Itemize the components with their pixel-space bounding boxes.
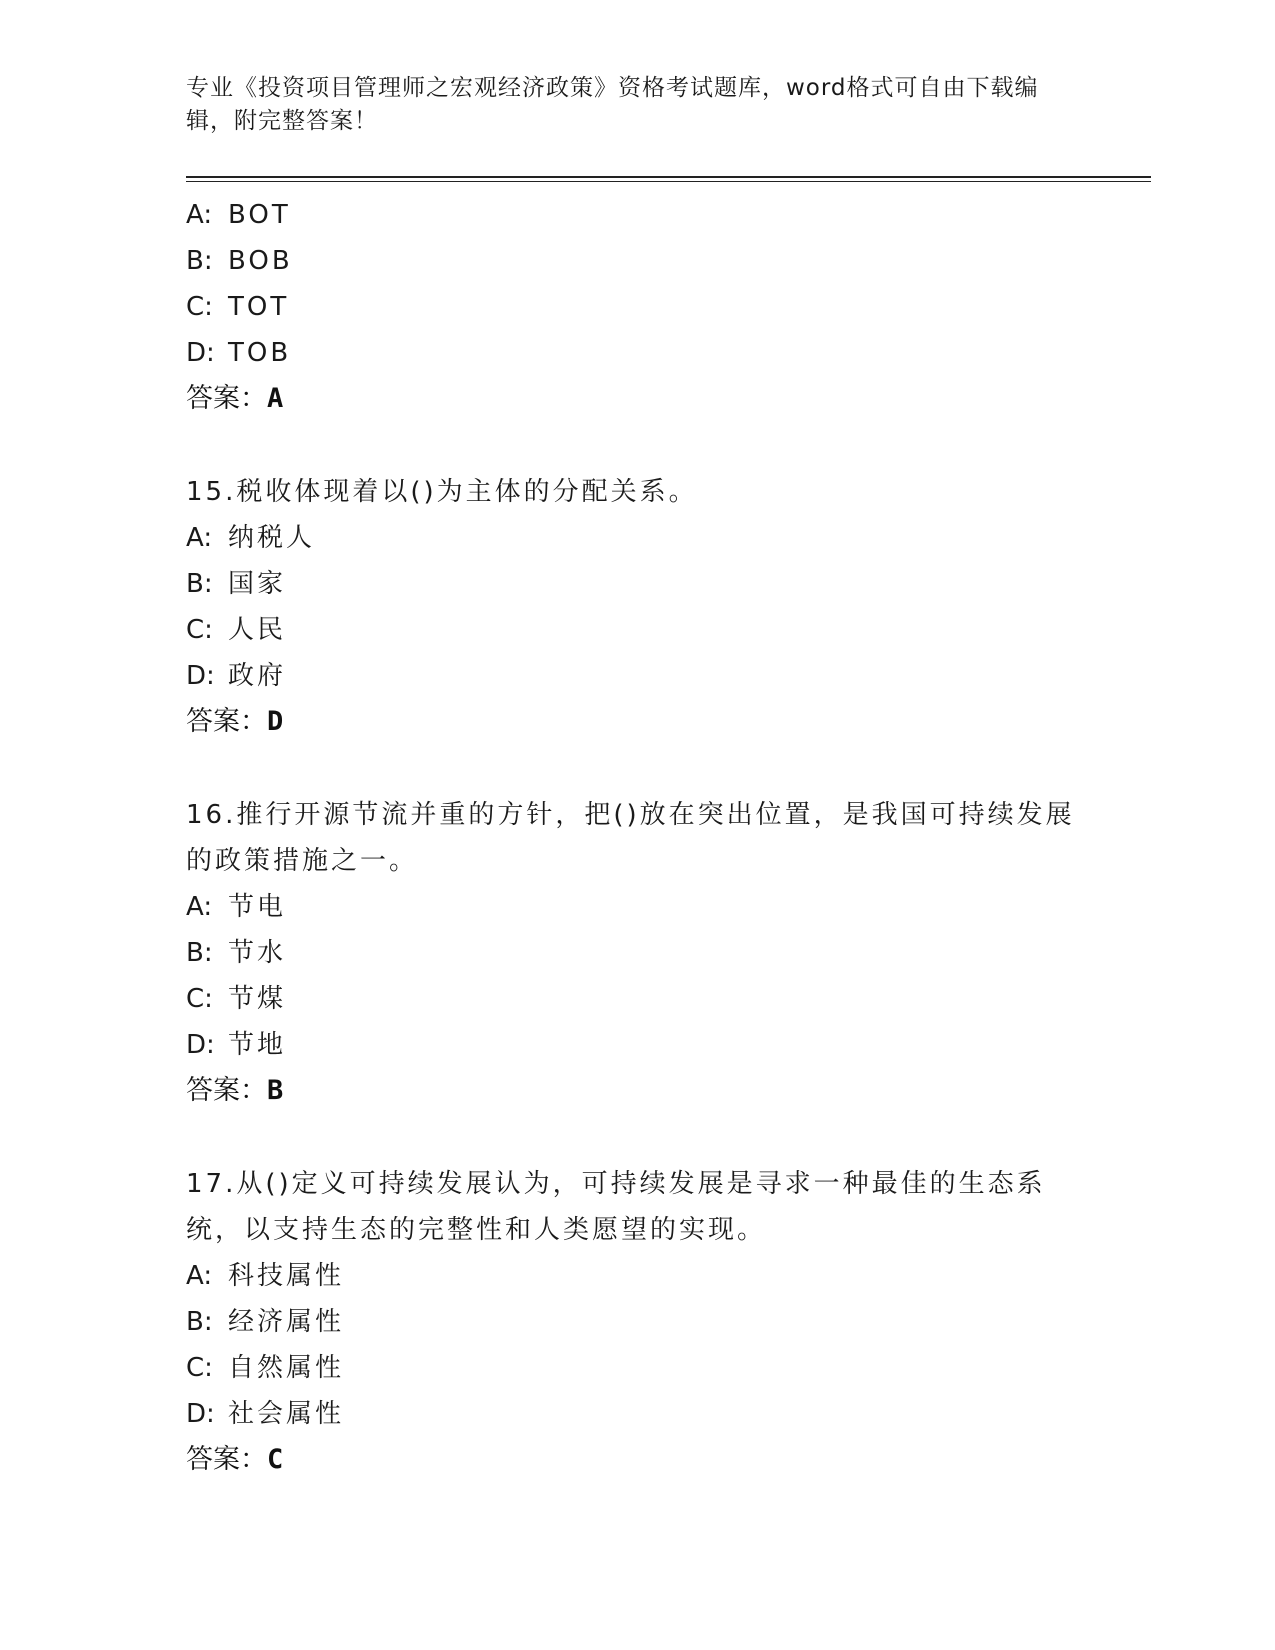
- option-text: BOB: [228, 246, 293, 276]
- question-block-16: [186, 792, 1086, 1114]
- option-text: TOB: [228, 338, 292, 368]
- option-a: [186, 1253, 1086, 1299]
- option-key: A:: [186, 200, 213, 230]
- option-text: 国家: [228, 569, 287, 599]
- header-divider-thin: [186, 181, 1151, 182]
- answer-line: [186, 699, 1086, 745]
- option-key: C:: [186, 615, 213, 645]
- question-text: 15.税收体现着以()为主体的分配关系。: [186, 477, 698, 507]
- question-block-15: [186, 469, 1086, 745]
- option-c: [186, 607, 1086, 653]
- option-d: [186, 330, 1086, 376]
- option-b: [186, 238, 1086, 284]
- option-text: 节地: [228, 1030, 287, 1060]
- option-a: [186, 515, 1086, 561]
- option-c: [186, 976, 1086, 1022]
- question-text: 16.推行开源节流并重的方针，把()放在突出位置，是我国可持续发展的政策措施之一。: [186, 800, 1075, 876]
- answer-label: 答案：: [186, 706, 267, 737]
- option-d: [186, 653, 1086, 699]
- option-key: A:: [186, 892, 213, 922]
- option-b: [186, 930, 1086, 976]
- answer-value: D: [267, 706, 284, 737]
- option-key: B:: [186, 569, 213, 599]
- document-header: 专业《投资项目管理师之宏观经济政策》资格考试题库，word格式可自由下载编辑，附完整答案！: [186, 75, 1039, 134]
- option-text: TOT: [228, 292, 290, 322]
- option-text: 社会属性: [228, 1399, 345, 1429]
- option-a: [186, 192, 1086, 238]
- option-key: C:: [186, 292, 213, 322]
- option-key: D:: [186, 338, 215, 368]
- option-text: 纳税人: [228, 523, 316, 553]
- answer-value: C: [267, 1444, 284, 1475]
- option-key: A:: [186, 523, 213, 553]
- option-key: A:: [186, 1261, 213, 1291]
- option-key: C:: [186, 1353, 213, 1383]
- option-key: C:: [186, 984, 213, 1014]
- answer-label: 答案：: [186, 383, 267, 414]
- answer-value: B: [267, 1075, 284, 1106]
- option-key: D:: [186, 1030, 215, 1060]
- option-c: [186, 284, 1086, 330]
- option-b: [186, 561, 1086, 607]
- option-text: 节电: [228, 892, 287, 922]
- answer-value: A: [267, 383, 284, 414]
- option-text: 节煤: [228, 984, 287, 1014]
- question-list: [186, 192, 1086, 1483]
- question-block-17: [186, 1161, 1086, 1483]
- option-c: [186, 1345, 1086, 1391]
- header-divider-thick: [186, 176, 1151, 178]
- question-text: 17.从()定义可持续发展认为，可持续发展是寻求一种最佳的生态系统，以支持生态的完整性和人类愿望的实现。: [186, 1169, 1046, 1245]
- option-key: B:: [186, 246, 213, 276]
- option-key: B:: [186, 938, 213, 968]
- answer-line: [186, 1437, 1086, 1483]
- option-text: 经济属性: [228, 1307, 345, 1337]
- answer-label: 答案：: [186, 1075, 267, 1106]
- option-b: [186, 1299, 1086, 1345]
- option-text: 政府: [228, 661, 287, 691]
- option-key: B:: [186, 1307, 213, 1337]
- option-text: 自然属性: [228, 1353, 345, 1383]
- answer-label: 答案：: [186, 1444, 267, 1475]
- option-key: D:: [186, 661, 215, 691]
- option-d: [186, 1022, 1086, 1068]
- answer-line: [186, 1068, 1086, 1114]
- option-key: D:: [186, 1399, 215, 1429]
- option-text: BOT: [228, 200, 291, 230]
- option-text: 人民: [228, 615, 287, 645]
- option-text: 节水: [228, 938, 287, 968]
- question-block-14: [186, 192, 1086, 422]
- option-d: [186, 1391, 1086, 1437]
- answer-line: [186, 376, 1086, 422]
- option-a: [186, 884, 1086, 930]
- option-text: 科技属性: [228, 1261, 345, 1291]
